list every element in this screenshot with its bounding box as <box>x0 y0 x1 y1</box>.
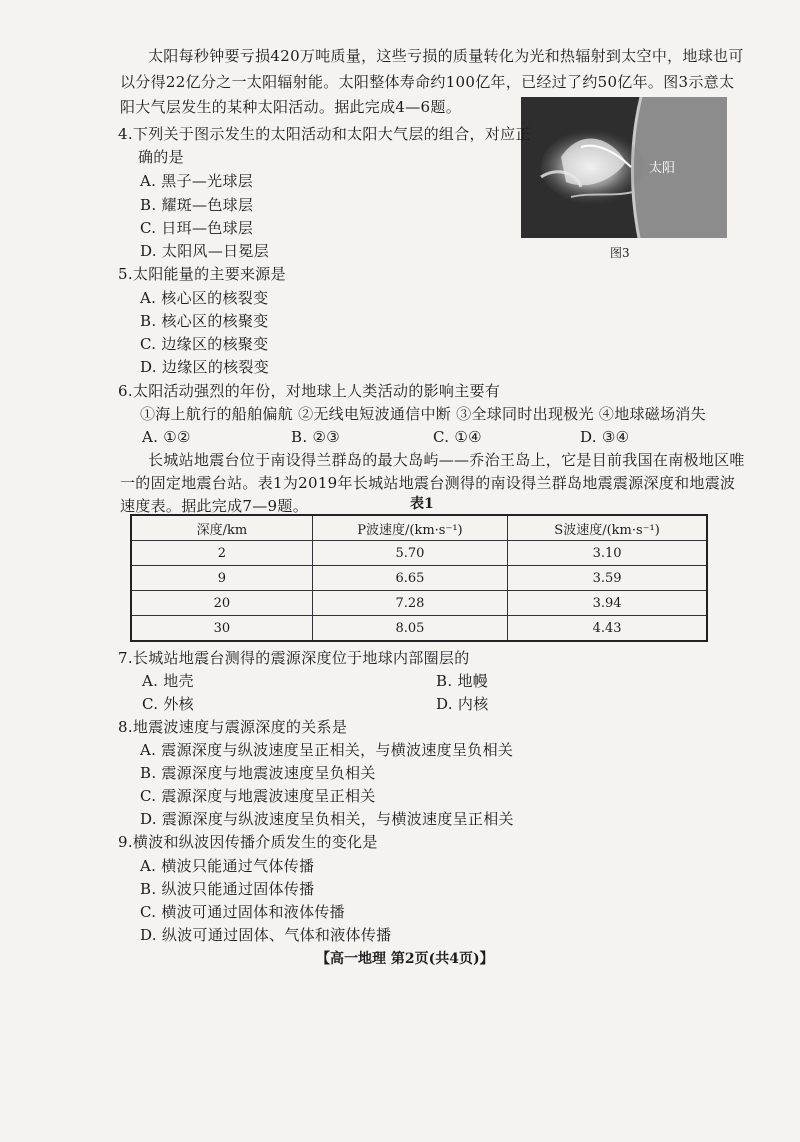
q8-option-d: D. 震源深度与纵波速度呈负相关，与横波速度呈正相关 <box>140 810 514 828</box>
cell-p-wave: 6.65 <box>312 566 507 591</box>
q8-option-b: B. 震源深度与地震波速度呈负相关 <box>140 764 376 782</box>
q4-option-a: A. 黑子—光球层 <box>140 172 254 190</box>
q5-option-c: C. 边缘区的核聚变 <box>140 335 269 353</box>
intro-line-2: 以分得22亿分之一太阳辐射能。太阳整体寿命约100亿年，已经过了约50亿年。图3示意太 <box>120 73 735 91</box>
header-s-wave: S波速度/(km·s⁻¹) <box>508 515 707 541</box>
header-p-wave: P波速度/(km·s⁻¹) <box>312 515 507 541</box>
q5-option-d: D. 边缘区的核裂变 <box>140 358 270 376</box>
cell-p-wave: 7.28 <box>312 591 507 616</box>
q4-option-d: D. 太阳风—日冕层 <box>140 242 270 260</box>
cell-depth: 20 <box>131 591 312 616</box>
q6-option-c: C. ①④ <box>433 428 482 446</box>
q5-option-a: A. 核心区的核裂变 <box>140 289 269 307</box>
q4-stem-line-1: 4.下列关于图示发生的太阳活动和太阳大气层的组合，对应正 <box>118 125 531 143</box>
q7-option-d: D. 内核 <box>436 695 489 713</box>
seismic-velocity-table <box>130 514 708 642</box>
q9-stem: 9.横波和纵波因传播介质发生的变化是 <box>118 833 378 851</box>
figure-caption: 图3 <box>610 246 630 260</box>
q7-option-c: C. 外核 <box>142 695 194 713</box>
table-row <box>131 541 707 566</box>
q5-option-b: B. 核心区的核聚变 <box>140 312 269 330</box>
cell-p-wave: 5.70 <box>312 541 507 566</box>
q6-option-a: A. ①② <box>142 428 191 446</box>
q9-option-a: A. 横波只能通过气体传播 <box>140 857 315 875</box>
q7-option-b: B. 地幔 <box>436 672 489 690</box>
cell-depth: 2 <box>131 541 312 566</box>
q4-option-b: B. 耀斑—色球层 <box>140 196 254 214</box>
q6-stem: 6.太阳活动强烈的年份，对地球上人类活动的影响主要有 <box>118 382 501 400</box>
q6-option-b: B. ②③ <box>291 428 340 446</box>
q5-stem: 5.太阳能量的主要来源是 <box>118 265 286 283</box>
solar-activity-photo <box>521 97 727 238</box>
q9-option-d: D. 纵波可通过固体、气体和液体传播 <box>140 926 392 944</box>
cell-s-wave: 3.59 <box>508 566 707 591</box>
table-header-row <box>131 515 707 541</box>
cell-p-wave: 8.05 <box>312 616 507 642</box>
q6-option-d: D. ③④ <box>580 428 630 446</box>
q7-option-a: A. 地壳 <box>142 672 194 690</box>
q4-option-c: C. 日珥—色球层 <box>140 219 254 237</box>
intro2-line-1: 长城站地震台位于南设得兰群岛的最大岛屿——乔治王岛上，它是目前我国在南极地区唯 <box>148 451 745 469</box>
page-footer: 【高一地理 第2页(共4页)】 <box>316 951 494 967</box>
solar-prominence-image <box>521 97 727 238</box>
figure-label-sun: 太阳 <box>649 161 676 176</box>
q8-option-a: A. 震源深度与纵波速度呈正相关，与横波速度呈负相关 <box>140 741 514 759</box>
cell-depth: 30 <box>131 616 312 642</box>
table-row <box>131 616 707 642</box>
q9-option-c: C. 横波可通过固体和液体传播 <box>140 903 345 921</box>
q8-stem: 8.地震波速度与震源深度的关系是 <box>118 718 348 736</box>
intro-line-3: 阳大气层发生的某种太阳活动。据此完成4—6题。 <box>120 98 461 116</box>
q6-items: ①海上航行的船舶偏航 ②无线电短波通信中断 ③全球同时出现极光 ④地球磁场消失 <box>140 405 707 423</box>
q4-stem-line-2: 确的是 <box>138 148 184 166</box>
table-title: 表1 <box>410 496 434 512</box>
table-row <box>131 566 707 591</box>
q7-stem: 7.长城站地震台测得的震源深度位于地球内部圈层的 <box>118 649 470 667</box>
cell-s-wave: 3.10 <box>508 541 707 566</box>
intro-line-1: 太阳每秒钟要亏损420万吨质量，这些亏损的质量转化为光和热辐射到太空中，地球也可 <box>148 47 744 65</box>
q9-option-b: B. 纵波只能通过固体传播 <box>140 880 315 898</box>
header-depth: 深度/km <box>131 515 312 541</box>
cell-s-wave: 4.43 <box>508 616 707 642</box>
cell-s-wave: 3.94 <box>508 591 707 616</box>
cell-depth: 9 <box>131 566 312 591</box>
intro2-line-2: 一的固定地震台站。表1为2019年长城站地震台测得的南设得兰群岛地震震源深度和地震波 <box>120 474 736 492</box>
q8-option-c: C. 震源深度与地震波速度呈正相关 <box>140 787 376 805</box>
intro2-line-3: 速度表。据此完成7—9题。 <box>120 497 308 515</box>
table-row <box>131 591 707 616</box>
